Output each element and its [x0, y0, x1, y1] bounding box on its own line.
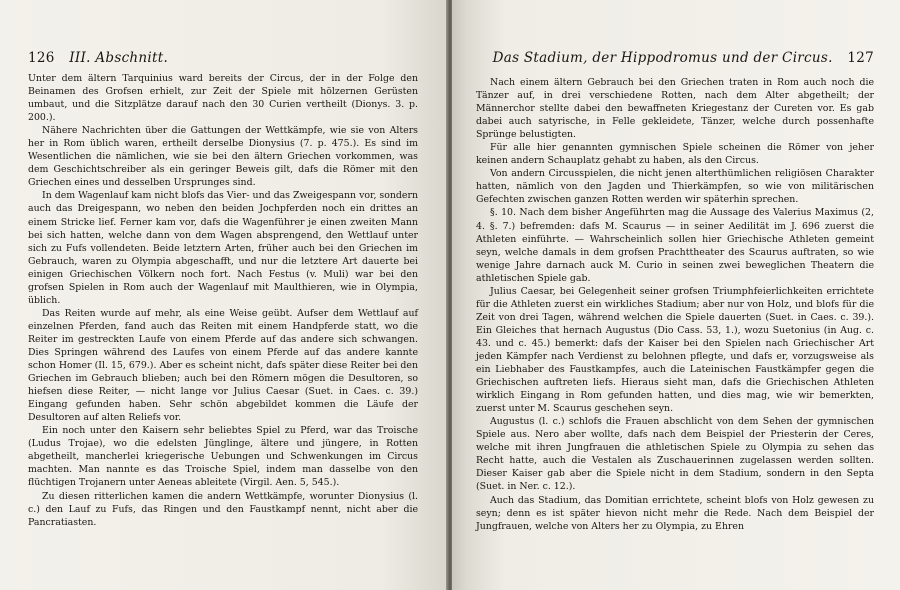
right-running-head-title: Das Stadium, der Hippodromus und der Circus. [492, 50, 833, 66]
right-running-head [474, 50, 874, 66]
paragraph: Augustus (l. c.) schlofs die Frauen abschlicht von dem Sehen der gymnischen Spiele aus. Nero aber wollte, dafs nach dem Beispiel der Priesterin der Ceres, welche mit ihren Jungfrauen die athletischen Spiele zu Olympia zu sehen das Recht hatte, auch die Vestalen als Zuschauerinnen zugelassen werden sollten. Dieser Kaiser gab aber die Spiele nicht in dem Stadium, sondern in den Septa (Suet. in Ner. c. 12.). [476, 416, 874, 493]
page-edge-shadow [452, 0, 466, 590]
paragraph: Julius Caesar, bei Gelegenheit seiner grofsen Triumphfeierlichkeiten errichtete für die Athleten zuerst ein wirkliches Stadium; aber nur von Holz, und blofs für die Zeit von drei Tagen, während welchen die Spiele dauerten (Suet. in Caes. c. 39.). Ein Gleiches that hernach Augustus (Dio Cass. 53, 1.), wozu Suetonius (in Aug. c. 43. und c. 45.) bemerkt: dafs der Kaiser bei den Spielen nach Griechischer Art jeden Kämpfer nach Verdienst zu belohnen pflegte, und dafs er, vorzugsweise als ein Liebhaber des Faustkampfes, auch die Lateinischen Faustkämpfer gegen die Griechischen auftreten liefs. Hieraus sieht man, dafs die Griechischen Athleten wirklich Eingang in Rom gefunden hatten, und dies mag, wie wir bemerkten, zuerst unter M. Scaurus geschehen seyn. [476, 285, 874, 415]
right-page-number: 127 [847, 50, 874, 66]
paragraph: Von andern Circusspielen, die nicht jenen alterthümlichen religiösen Charakter hatten, nämlich von den Jagden und Thierkämpfen, so wie von militärischen Gefechten zwischen ganzen Rotten werden wir späterhin sprechen. [476, 168, 874, 206]
left-running-head [28, 50, 424, 66]
paragraph: In dem Wagenlauf kam nicht blofs das Vier- und das Zweigespann vor, sondern auch das Dreigespann, wo neben den beiden Jochpferden noch ein drittes an einem Stricke lief. Ferner kam vor, dafs die Wagenführer je einen zweiten Mann bei sich hatten, welche dann von dem Wagen absprengend, den Wettlauf unter sich zu Fufs vollendeten. Beide letztern Arten, früher auch bei den Griechen im Gebrauch, waren zu Olympia abgeschafft, und nur die letztere Art dauerte bei einigen Griechischen Völkern noch fort. Nach Festus (v. Muli) war bei den grofsen Spielen in Rom auch der Wagenlauf mit Maulthieren, wie in Olympia, üblich. [28, 190, 418, 306]
paragraph: Ein noch unter den Kaisern sehr beliebtes Spiel zu Pferd, war das Troische (Ludus Trojae), wo die edelsten Jünglinge, ältere und jüngere, in Rotten abgetheilt, mancherlei kriegerische Uebungen und Schwenkungen im Circus machten. Man nannte es das Troische Spiel, indem man dasselbe von den flüchtigen Trojanern unter Aeneas ableitete (Virgil. Aen. 5, 545.). [28, 425, 418, 489]
paragraph: Nach einem ältern Gebrauch bei den Griechen traten in Rom auch noch die Tänzer auf, in drei verschiedene Rotten, nach dem Alter abgetheilt; der Männerchor stellte dabei den bewaffneten Kriegestanz der Cureten vor. Es gab dabei auch satyrische, in Felle gekleidete, Tänzer, welche durch possenhafte Sprünge belustigten. [476, 77, 874, 141]
left-page [0, 0, 448, 590]
paragraph: Auch das Stadium, das Domitian errichtete, scheint blofs von Holz gewesen zu seyn; denn es ist später hievon nicht mehr die Rede. Nach dem Beispiel der Jungfrauen, welche von Alters her zu Olympia, zu Ehren [476, 494, 874, 532]
paragraph: Nähere Nachrichten über die Gattungen der Wettkämpfe, wie sie von Alters her in Rom üblich waren, ertheilt derselbe Dionysius (7. p. 475.). Es sind im Wesentlichen die nämlichen, wie sie bei den ältern Griechen vorkommen, was dem Geschichtschreiber als ein geringer Beweis gilt, dafs die Römer mit den Griechen eines und desselben Ursprunges sind. [28, 125, 418, 189]
paragraph: Für alle hier genannten gymnischen Spiele scheinen die Römer von jeher keinen andern Schauplatz gehabt zu haben, als den Circus. [476, 142, 874, 167]
paragraph: §. 10. Nach dem bisher Angeführten mag die Aussage des Valerius Maximus (2, 4. §. 7.) befremden: dafs M. Scaurus — in seiner Aedilität im J. 696 zuerst die Athleten einführte. — Wahrscheinlich sollen hier Griechische Athleten gemeint seyn, welche damals in dem grofsen Prachttheater des Scaurus auftraten, so wie wenige Jahre darnach auck M. Curio in seinen zwei beweglichen Theatern die athletischen Spiele gab. [476, 207, 874, 284]
right-page [452, 0, 900, 590]
paragraph: Zu diesen ritterlichen kamen die andern Wettkämpfe, worunter Dionysius (l. c.) den Lauf zu Fufs, das Ringen und den Faustkampf nennt, nicht aber die Pancratiasten. [28, 490, 418, 528]
right-page-body [476, 76, 874, 533]
paragraph: Das Reiten wurde auf mehr, als eine Weise geübt. Aufser dem Wettlauf auf einzelnen Pferden, fand auch das Reiten mit einem Handpferde statt, wo die Reiter im gestreckten Laufe von einem Pferde auf das andere sich schwangen. Dies Springen während des Laufes von einem Pferde auf das andere kannte schon Homer (Il. 15, 679.). Aber es scheint nicht, dafs später diese Reiter bei den Griechen im Gebrauch blieben; auch bei den Römern mögen die Desultoren, so hiefsen diese Reiter, — nicht lange vor Julius Caesar (Suet. in Caes. c. 39.) Eingang gefunden haben. Sehr schön abgebildet kommen die Läufe der Desultoren auf alten Reliefs vor. [28, 307, 418, 424]
left-page-number: 126 [28, 50, 55, 66]
left-page-body [28, 72, 418, 529]
left-running-head-title: III. Abschnitt. [69, 50, 169, 66]
paragraph: Unter dem ältern Tarquinius ward bereits der Circus, der in der Folge den Beinamen des Grofsen erhielt, zur Zeit der Spiele mit hölzernen Gerüsten umbaut, und die Sitzplätze darauf nach den 30 Curien vertheilt (Dionys. 3. p. 200.). [28, 73, 418, 124]
